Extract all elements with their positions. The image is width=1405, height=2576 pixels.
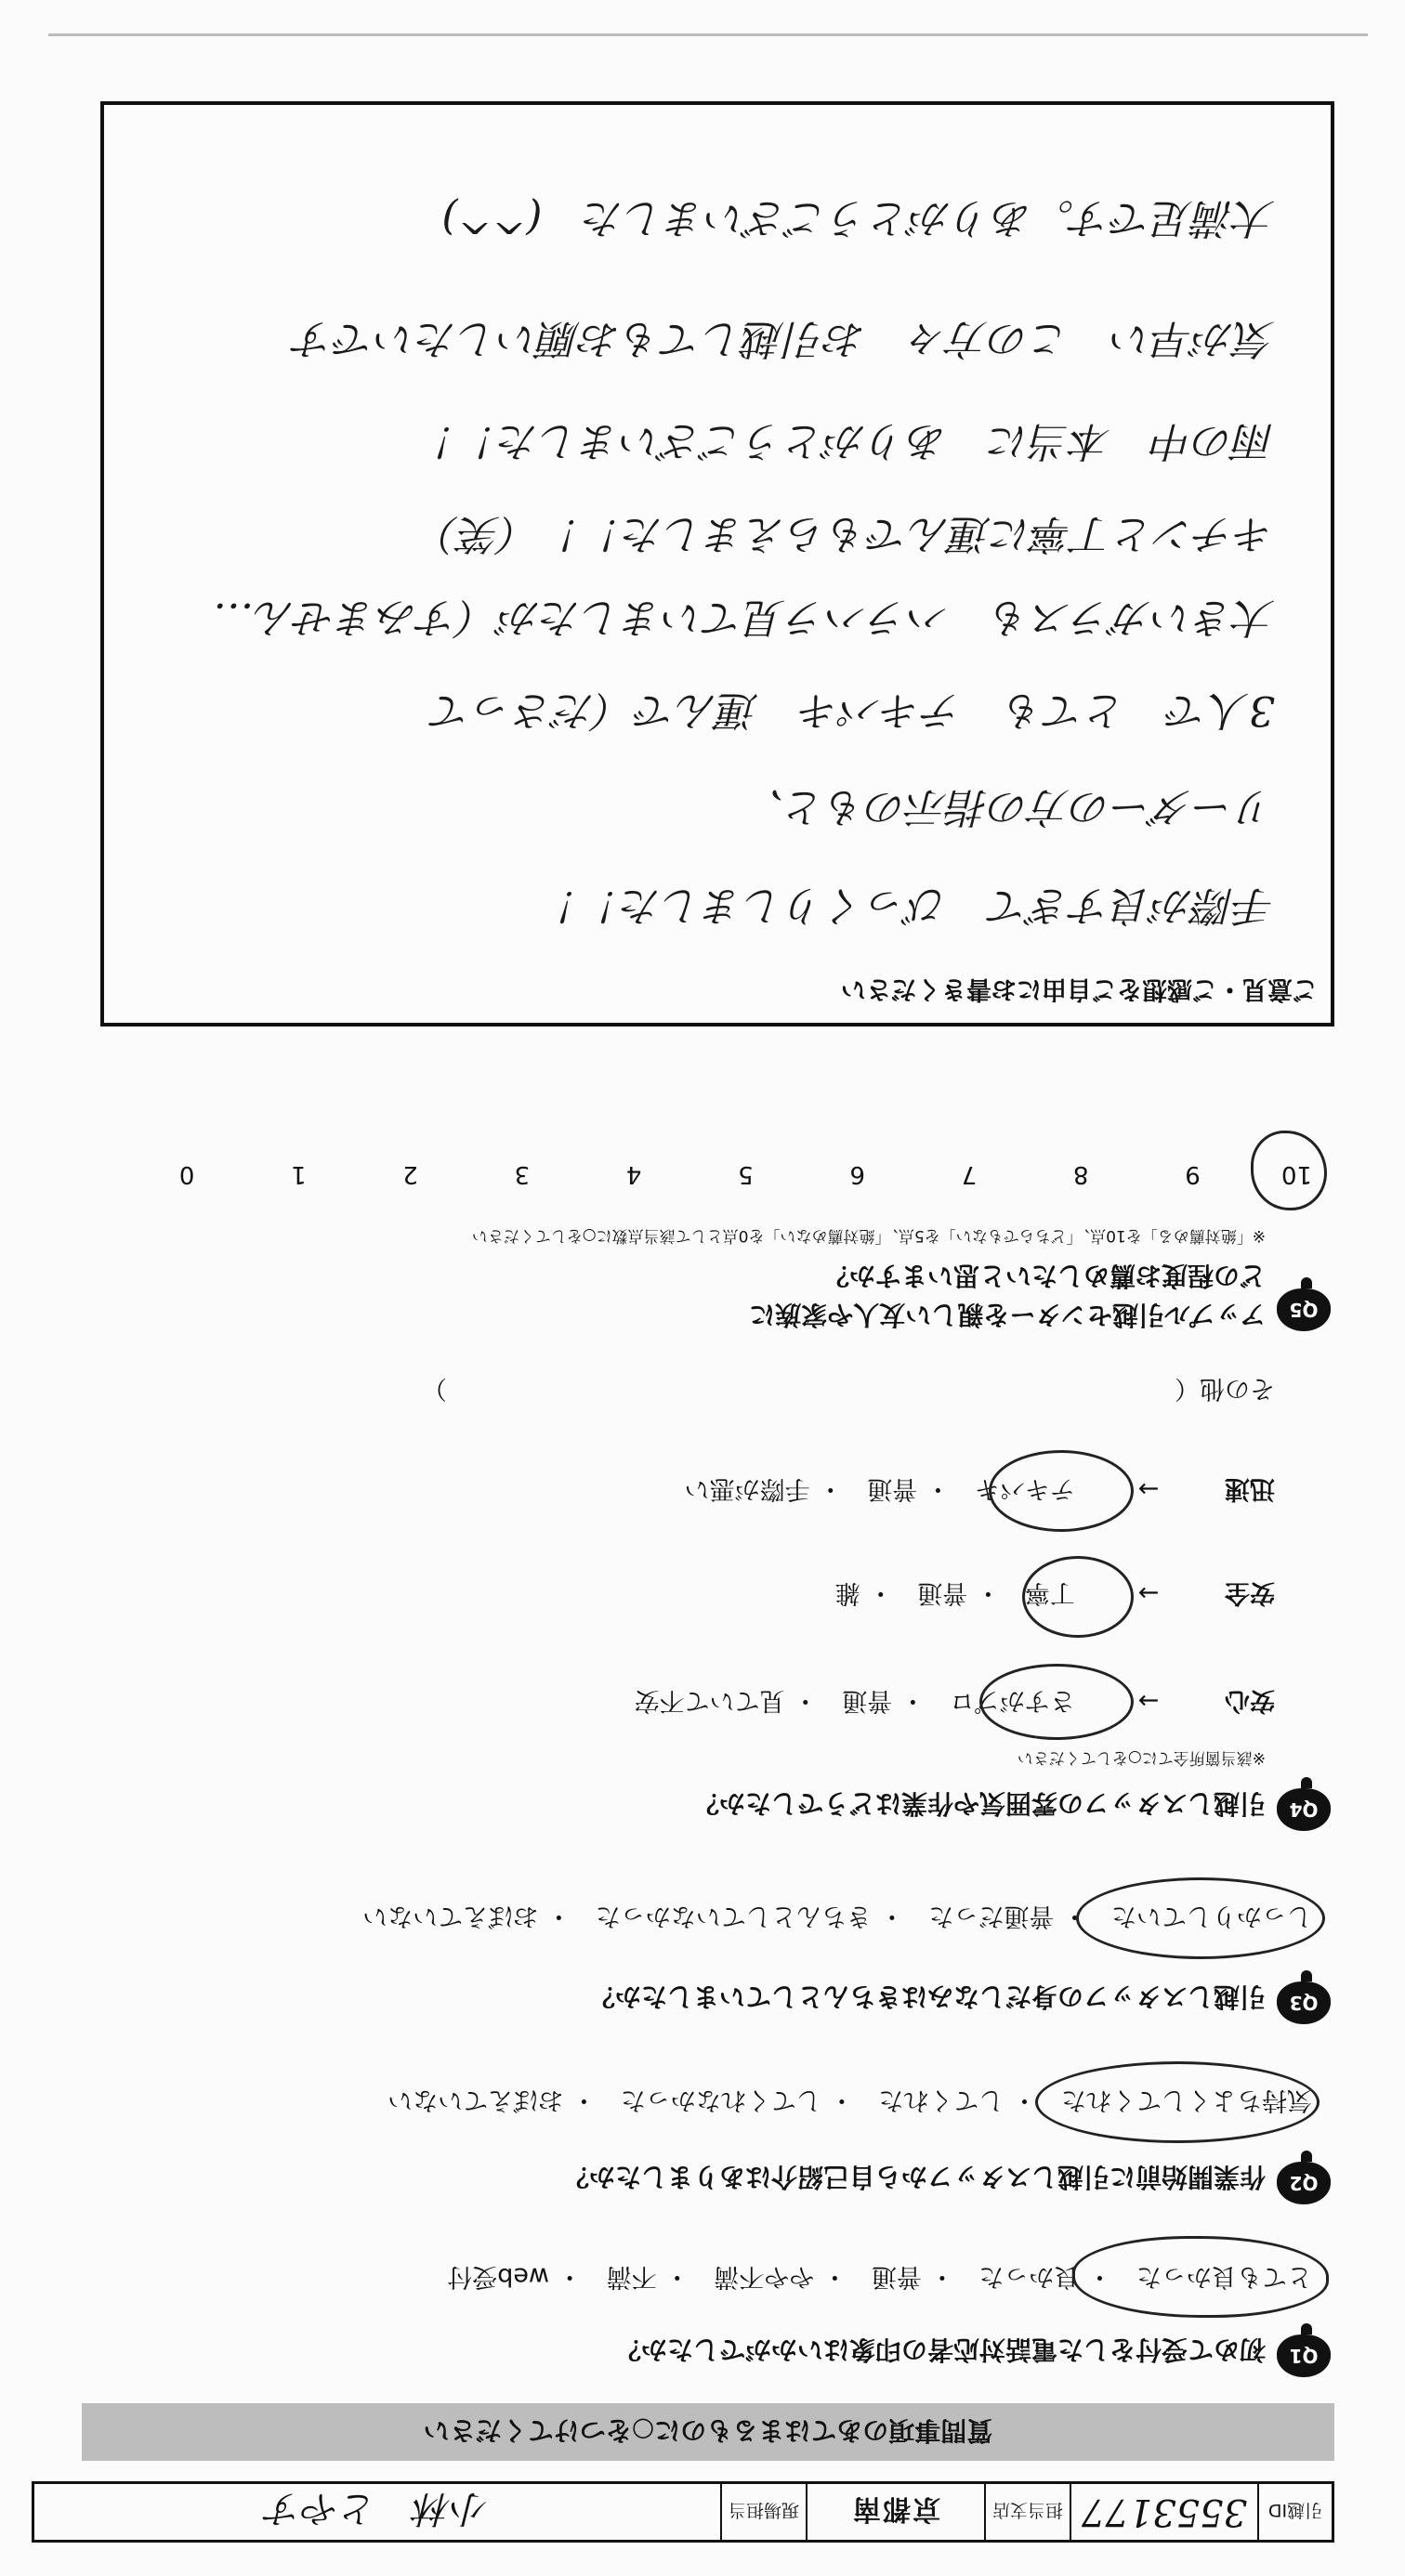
comment-line: 手際が良すぎて びっくりしました！！: [539, 882, 1275, 929]
q2-options: 気持ちよくしてくれた・ してくれた・ してくれなかった・ おぼえていない: [363, 2085, 1312, 2121]
q2-option[interactable]: 気持ちよくしてくれた: [1061, 2086, 1312, 2114]
page-edge-line: [48, 33, 1368, 36]
q3-question: 引越しスタッフの身だしなみはきちんとしていましたか？: [588, 1981, 1266, 2012]
comment-box[interactable]: [100, 101, 1334, 1026]
q3-options: しっかりしていた・ 普通だった・ きちんとしていなかった・ おぼえていない: [338, 1901, 1312, 1937]
q5-badge: Q5: [1277, 1288, 1331, 1331]
q3-option[interactable]: おぼえていない: [362, 1902, 539, 1930]
q1-badge: Q1: [1277, 2334, 1331, 2377]
q3-option[interactable]: しっかりしていた: [1111, 1902, 1312, 1930]
arrow-icon: →: [1137, 1474, 1160, 1503]
score-option[interactable]: 5: [738, 1160, 754, 1188]
comment-line: リーダーの方の指示のもと、: [743, 783, 1275, 830]
q2-badge: Q2: [1277, 2162, 1331, 2204]
q4-option[interactable]: 見ていて不安: [634, 1686, 785, 1715]
q1-question: 初めて受付をした電話対応者の印象はいかがでしたか？: [614, 2334, 1266, 2365]
q5-question-line1: アップル引越センターを親しい友人や家族に: [749, 1300, 1266, 1330]
q2-option[interactable]: してくれなかった: [620, 2086, 821, 2114]
q3-answer-circle: [1076, 1877, 1325, 1959]
q3-badge: Q3: [1277, 1981, 1331, 2024]
q1-option[interactable]: 不満: [606, 2262, 657, 2291]
q5-question-line2: どの程度お薦めしたいと思いますか？: [822, 1261, 1266, 1291]
score-option[interactable]: 0: [178, 1160, 195, 1188]
q4-anshin-circle: [979, 1664, 1134, 1740]
comment-line: 雨の中 本当に ありがとうございました！！: [416, 417, 1275, 464]
q4-row-anzen: 安全 → 丁寧・ 普通・ 雑: [811, 1577, 1275, 1614]
score-option[interactable]: 2: [402, 1160, 418, 1188]
q3-option[interactable]: きちんとしていなかった: [595, 1902, 872, 1930]
score-option[interactable]: 1: [291, 1160, 307, 1188]
q1-option[interactable]: 良かった: [978, 2262, 1080, 2291]
q2-question: 作業開始前に引越しスタッフから自己紹介はありましたか？: [562, 2162, 1266, 2192]
q1-options: とても良かった・ 良かった・ 普通・ やや不満・ 不満・ web受付: [423, 2261, 1312, 2297]
comment-line: 大きいガラスも ハラハラ見ていましたが（すみません…: [213, 594, 1275, 641]
comment-line: 3人で とても テキパキ 運んで（ださって: [431, 686, 1275, 734]
move-id-value: 3553177: [1070, 2484, 1257, 2540]
score-option[interactable]: 6: [849, 1160, 865, 1188]
q1-option[interactable]: 普通: [871, 2262, 922, 2291]
q4-option[interactable]: 普通: [867, 1474, 918, 1503]
q2-option[interactable]: してくれた: [878, 2086, 1005, 2114]
q4-option[interactable]: 手際が悪い: [684, 1474, 810, 1503]
branch-stamp: 京都南: [806, 2484, 984, 2540]
q4-badge: Q4: [1277, 1788, 1331, 1831]
q4-option[interactable]: 普通: [842, 1686, 893, 1715]
q2-answer-circle: [1035, 2061, 1320, 2143]
comment-line: キチンと丁寧に運んでもらえました！！（笑）: [418, 510, 1275, 557]
score-option[interactable]: 10: [1280, 1160, 1312, 1188]
comment-line: 大満足です。ありがとうございました (^^): [441, 194, 1275, 242]
q1-answer-circle: [1072, 2236, 1329, 2318]
q3-option[interactable]: 普通だった: [928, 1902, 1055, 1930]
q4-note: ※該当箇所全てに○をしてください: [1017, 1748, 1266, 1767]
q4-anzen-circle: [1022, 1556, 1134, 1638]
person-label: 現場担当: [720, 2484, 806, 2540]
arrow-icon: →: [1137, 1578, 1160, 1607]
person-value: 小林 とやす: [266, 2487, 489, 2530]
branch-label: 担当支店: [984, 2484, 1070, 2540]
q4-row-anshin: 安心 → さすがプロ・ 普通・ 見ていて不安: [611, 1685, 1275, 1721]
instruction-banner: 質問事項のあてはまるものに○をつけてください: [82, 2403, 1334, 2461]
score-option[interactable]: 3: [514, 1160, 531, 1188]
q4-jinsoku-circle: [989, 1450, 1134, 1532]
q4-row-label: 安全: [1225, 1578, 1275, 1607]
header-info-strip: [32, 2481, 1334, 2543]
q1-option[interactable]: やや不満: [714, 2262, 815, 2291]
q4-row-label: 安心: [1225, 1686, 1275, 1715]
score-option[interactable]: 4: [625, 1160, 642, 1188]
q4-other[interactable]: その他（ ）: [422, 1374, 1275, 1403]
q4-option[interactable]: テキパキ: [974, 1474, 1075, 1503]
q1-option[interactable]: とても良かった: [1136, 2262, 1312, 2291]
q5-answer-circle: [1251, 1131, 1327, 1210]
move-id-label: 引越ID: [1257, 2484, 1332, 2540]
score-option[interactable]: 7: [961, 1160, 978, 1188]
q4-option[interactable]: 丁寧: [1024, 1578, 1075, 1607]
arrow-icon: →: [1137, 1686, 1160, 1715]
q4-row-label: 迅速: [1225, 1474, 1275, 1503]
q2-option[interactable]: おぼえていない: [387, 2086, 564, 2114]
q4-question: 引越しスタッフの雰囲気や作業はどうでしたか？: [692, 1788, 1266, 1819]
score-option[interactable]: 9: [1185, 1160, 1201, 1188]
q5-note: ※「絶対薦める」を10点、「どちらでもない」を5点、「絶対薦めない」を0点として該当点数に○をしてください: [471, 1226, 1266, 1245]
q1-option[interactable]: web受付: [447, 2262, 550, 2291]
comment-line: 気が早い この方々 お引越してもお願いしたいです: [294, 315, 1275, 362]
q4-option[interactable]: 普通: [917, 1578, 968, 1607]
q4-option[interactable]: 雑: [834, 1578, 860, 1607]
comment-title: ご意見・ご感想をご自由にお書きください: [841, 974, 1318, 1003]
score-option[interactable]: 8: [1072, 1160, 1089, 1188]
q4-row-jinsoku: 迅速 → テキパキ・ 普通・ 手際が悪い: [661, 1473, 1275, 1510]
q5-score-scale: [90, 1160, 1312, 1188]
q4-option[interactable]: さすがプロ: [949, 1686, 1075, 1715]
